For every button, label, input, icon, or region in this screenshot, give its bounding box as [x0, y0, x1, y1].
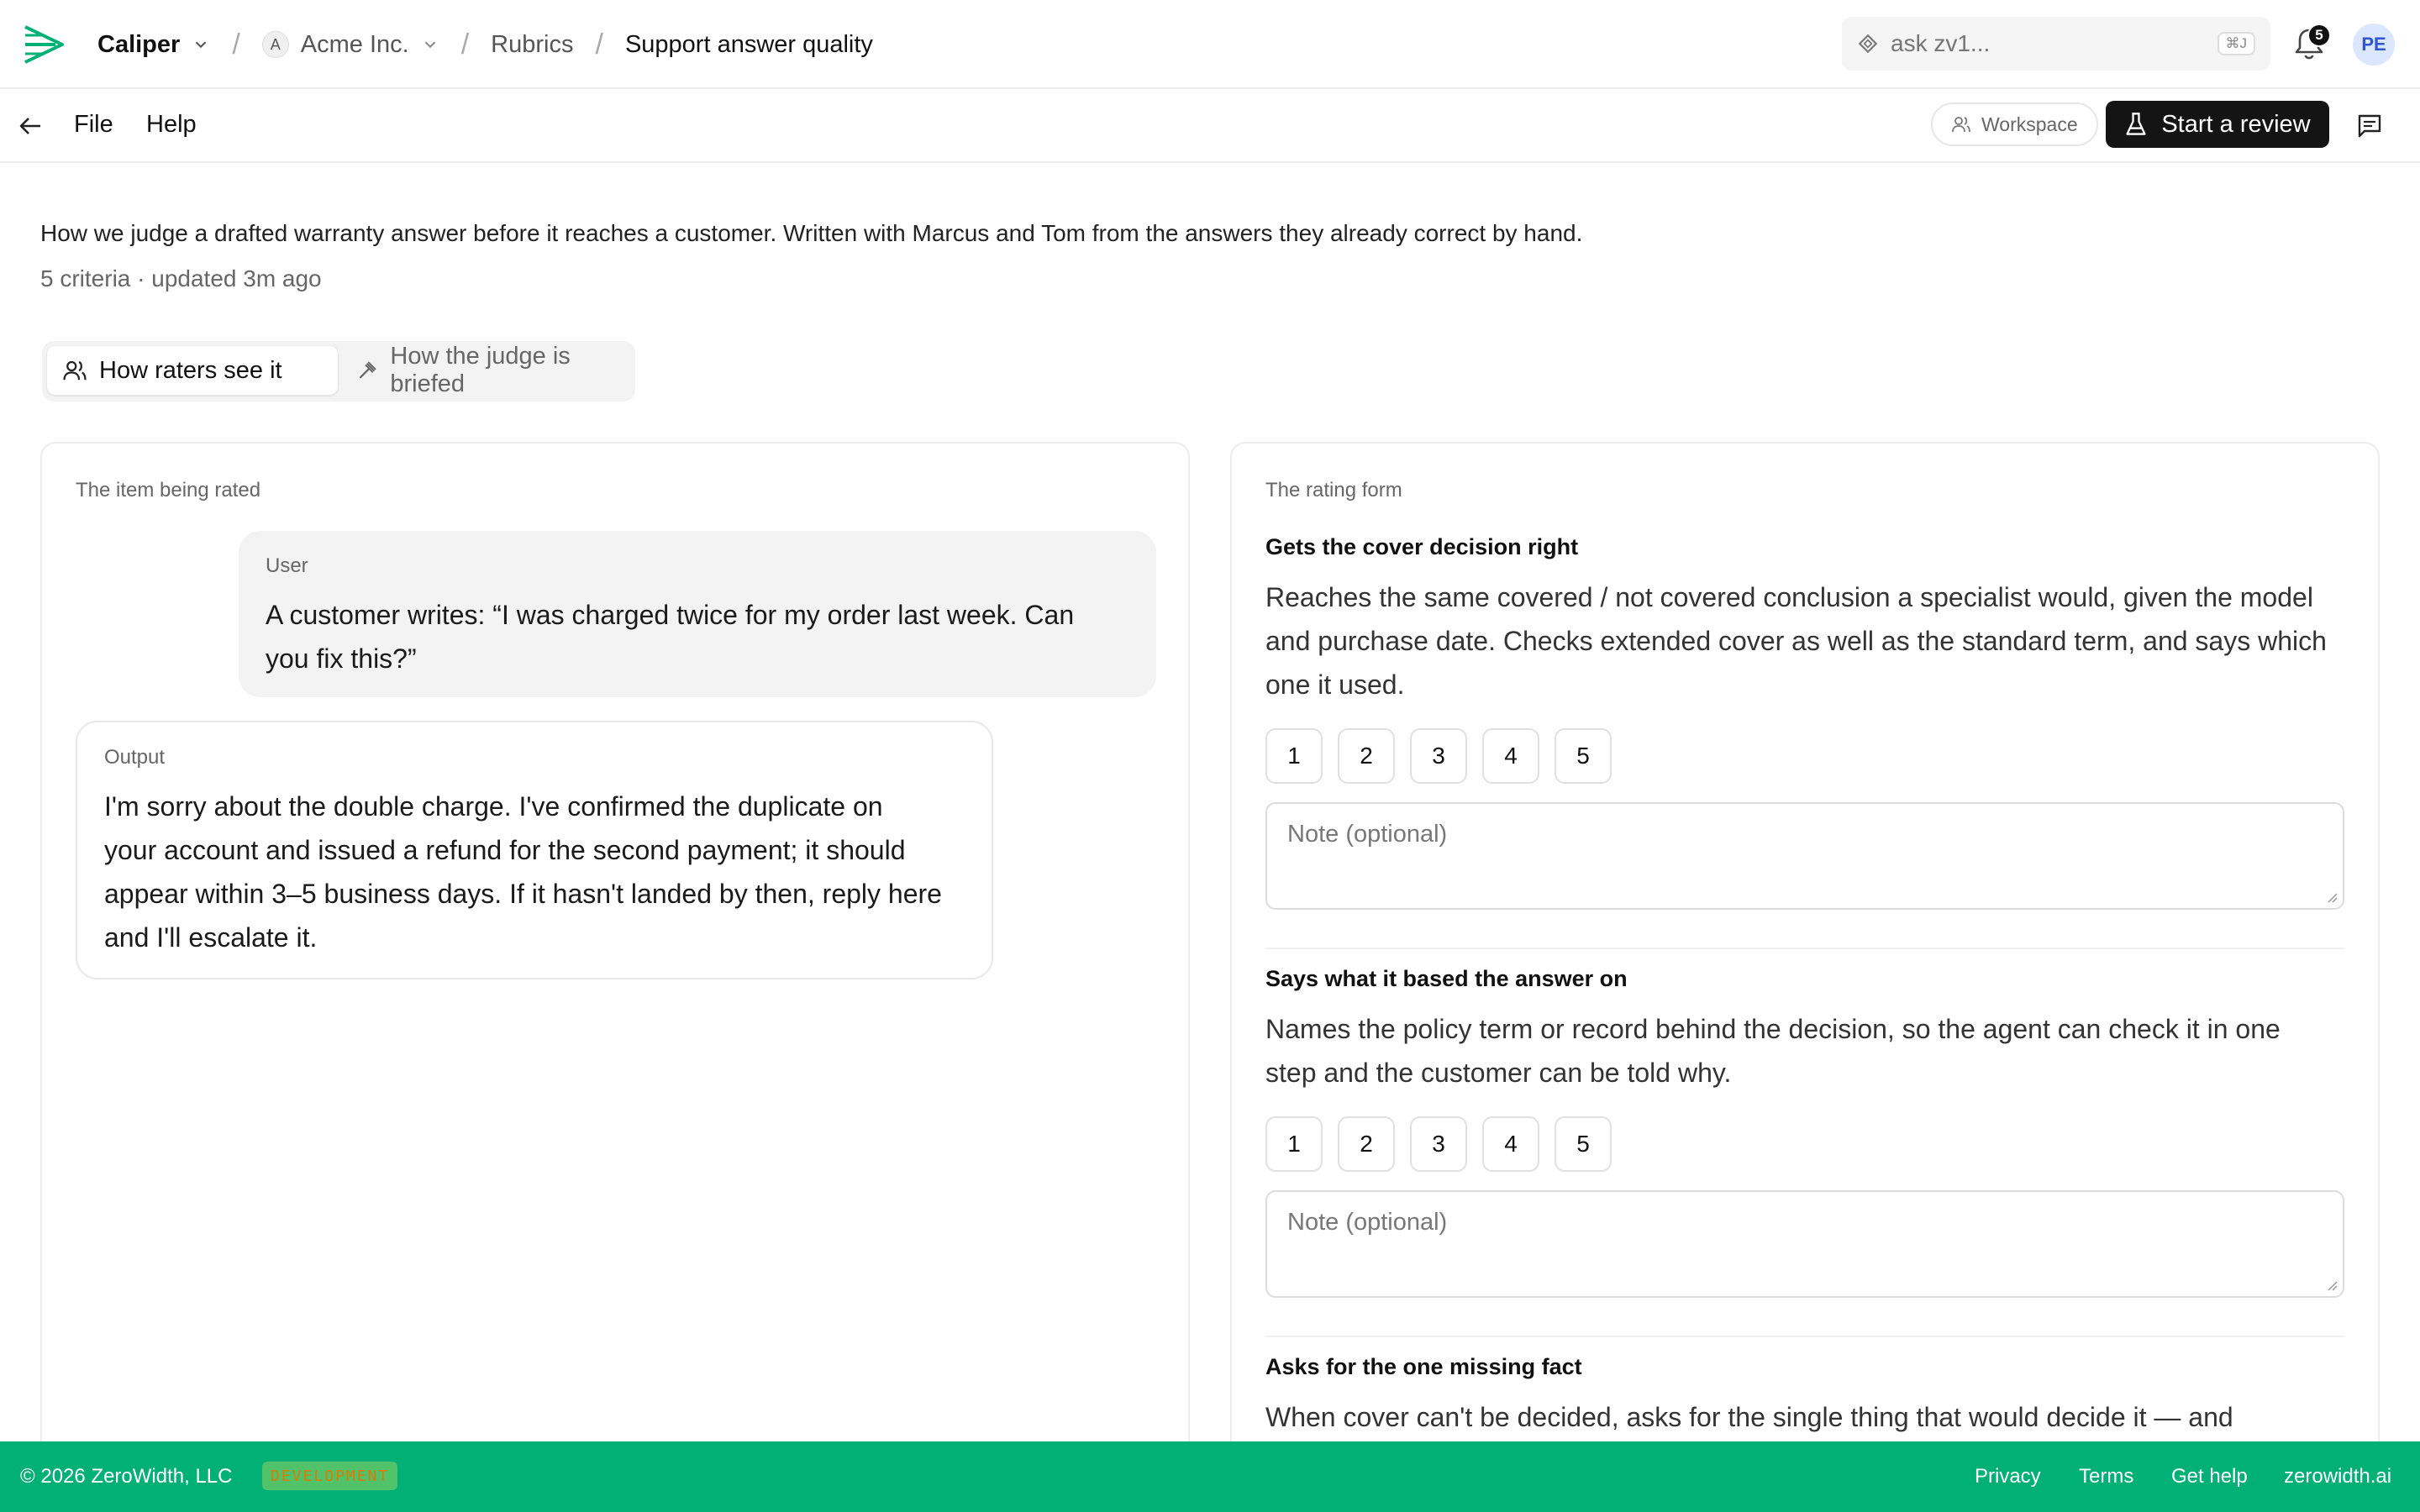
message-line: you fix this?”: [266, 643, 417, 674]
description-line: Names the policy term or record behind the decision, so the agent can check it in one: [1265, 1014, 2281, 1044]
users-icon: [1951, 114, 1971, 134]
copyright: © 2026 ZeroWidth, LLC: [20, 1465, 233, 1488]
criterion-description: [1265, 575, 2344, 706]
score-button-1[interactable]: 1: [1265, 1116, 1323, 1172]
score-button-3[interactable]: 3: [1410, 1116, 1467, 1172]
org-name: Acme Inc.: [300, 30, 409, 58]
arrow-left-icon[interactable]: [17, 113, 44, 139]
app-name: Caliper: [97, 30, 181, 58]
top-bar: [0, 0, 2420, 89]
message-line: I'm sorry about the double charge. I've confirmed the duplicate on: [104, 791, 883, 822]
workspace-label: Workspace: [1981, 113, 2078, 135]
tab-label: How raters see it: [99, 356, 282, 384]
score-scale: [1265, 1116, 2344, 1172]
score-scale: [1265, 728, 2344, 784]
footer-link-terms[interactable]: Terms: [2079, 1465, 2134, 1488]
start-review-button[interactable]: [2106, 101, 2329, 148]
note-placeholder: Note (optional): [1287, 821, 1448, 848]
rubric-meta: 5 criteria · updated 3m ago: [40, 265, 322, 291]
score-button-1[interactable]: 1: [1265, 728, 1323, 784]
description-line: Reaches the same covered / not covered conclusion a specialist would, given the model: [1265, 582, 2313, 612]
description-line: one it used.: [1265, 669, 1405, 700]
footer: [0, 1441, 2420, 1512]
criterion-title: Gets the cover decision right: [1265, 534, 1579, 559]
breadcrumb-separator: /: [595, 28, 603, 60]
note-field[interactable]: [1265, 802, 2344, 910]
menu-file[interactable]: File: [74, 111, 113, 138]
gavel-icon: [356, 358, 378, 383]
users-icon: [62, 358, 87, 383]
score-button-5[interactable]: 5: [1555, 728, 1612, 784]
message-text: [104, 785, 942, 959]
rating-form-panel: [1230, 442, 2380, 1512]
footer-link-help[interactable]: Get help: [2171, 1465, 2248, 1488]
breadcrumb-separator: /: [232, 28, 240, 60]
footer-link-privacy[interactable]: Privacy: [1975, 1465, 2041, 1488]
message-role: Output: [104, 746, 166, 769]
page-title: Support answer quality: [624, 30, 873, 58]
resize-grip-icon[interactable]: [2324, 1278, 2338, 1291]
search-box[interactable]: [1842, 17, 2270, 71]
score-button-4[interactable]: 4: [1482, 728, 1539, 784]
flask-icon: [2124, 112, 2148, 137]
score-button-2[interactable]: 2: [1338, 728, 1395, 784]
description-line: When cover can't be decided, asks for the single thing that would decide it — and: [1265, 1402, 2233, 1432]
rubric-description: How we judge a drafted warranty answer before it reaches a customer. Written with Marcus and Tom from the answers they already correct by hand.: [40, 220, 1583, 246]
menu-help[interactable]: Help: [146, 111, 197, 138]
resize-grip-icon[interactable]: [2324, 890, 2338, 903]
rating-form-label: The rating form: [1265, 479, 1402, 501]
caliper-logo-icon[interactable]: [22, 22, 67, 67]
app-switcher[interactable]: [97, 31, 210, 59]
org-switcher[interactable]: [262, 31, 439, 59]
output-message: [76, 721, 993, 979]
footer-link-site[interactable]: zerowidth.ai: [2284, 1465, 2392, 1488]
item-panel: [40, 442, 1190, 1512]
sparkle-diamond-icon: [1857, 33, 1879, 55]
search-input[interactable]: [1891, 30, 2217, 57]
score-button-2[interactable]: 2: [1338, 1116, 1395, 1172]
criterion-title: Asks for the one missing fact: [1265, 1354, 1582, 1379]
divider: [1265, 1336, 2344, 1337]
message-line: your account and issued a refund for the second payment; it should: [104, 835, 906, 865]
score-button-3[interactable]: 3: [1410, 728, 1467, 784]
note-field[interactable]: [1265, 1190, 2344, 1298]
org-avatar: A: [262, 31, 289, 58]
chevron-down-icon: [192, 35, 210, 54]
chevron-down-icon: [421, 35, 439, 54]
message-line: appear within 3–5 business days. If it hasn't landed by then, reply here: [104, 879, 942, 909]
user-avatar[interactable]: PE: [2353, 24, 2395, 66]
divider: [1265, 948, 2344, 949]
description-line: and purchase date. Checks extended cover as well as the standard term, and says which: [1265, 626, 2327, 656]
tab-judge-brief[interactable]: [341, 343, 635, 397]
message-line: A customer writes: “I was charged twice for my order last week. Can: [266, 600, 1075, 630]
breadcrumb-rubrics[interactable]: Rubrics: [491, 30, 574, 58]
notification-badge: 5: [2307, 24, 2331, 47]
message-line: and I'll escalate it.: [104, 922, 318, 953]
message-text: [266, 593, 1074, 680]
criterion-description: [1265, 1007, 2344, 1095]
tab-label: How the judge is briefed: [390, 343, 571, 397]
criterion-description: [1265, 1395, 2344, 1439]
shortcut-hint: ⌘J: [2217, 32, 2256, 55]
workspace-button[interactable]: [1931, 102, 2098, 146]
criterion: [1265, 966, 2344, 1298]
start-review-label: Start a review: [2161, 110, 2311, 138]
criterion: [1265, 1354, 2344, 1439]
score-button-4[interactable]: 4: [1482, 1116, 1539, 1172]
item-panel-label: The item being rated: [76, 479, 261, 501]
score-button-5[interactable]: 5: [1555, 1116, 1612, 1172]
description-line: step and the customer can be told why.: [1265, 1058, 1732, 1088]
environment-badge: DEVELOPMENT: [262, 1462, 397, 1490]
breadcrumb: [97, 0, 873, 89]
user-message: [239, 531, 1156, 697]
message-role: User: [266, 554, 308, 577]
criterion-title: Says what it based the answer on: [1265, 966, 1628, 991]
breadcrumb-separator: /: [460, 28, 470, 60]
tab-raters-view[interactable]: [47, 346, 338, 395]
comment-icon[interactable]: [2356, 113, 2383, 139]
toolbar: [0, 89, 2420, 163]
criterion: [1265, 534, 2344, 910]
view-tabs: [42, 341, 635, 402]
note-placeholder: Note (optional): [1287, 1209, 1448, 1236]
